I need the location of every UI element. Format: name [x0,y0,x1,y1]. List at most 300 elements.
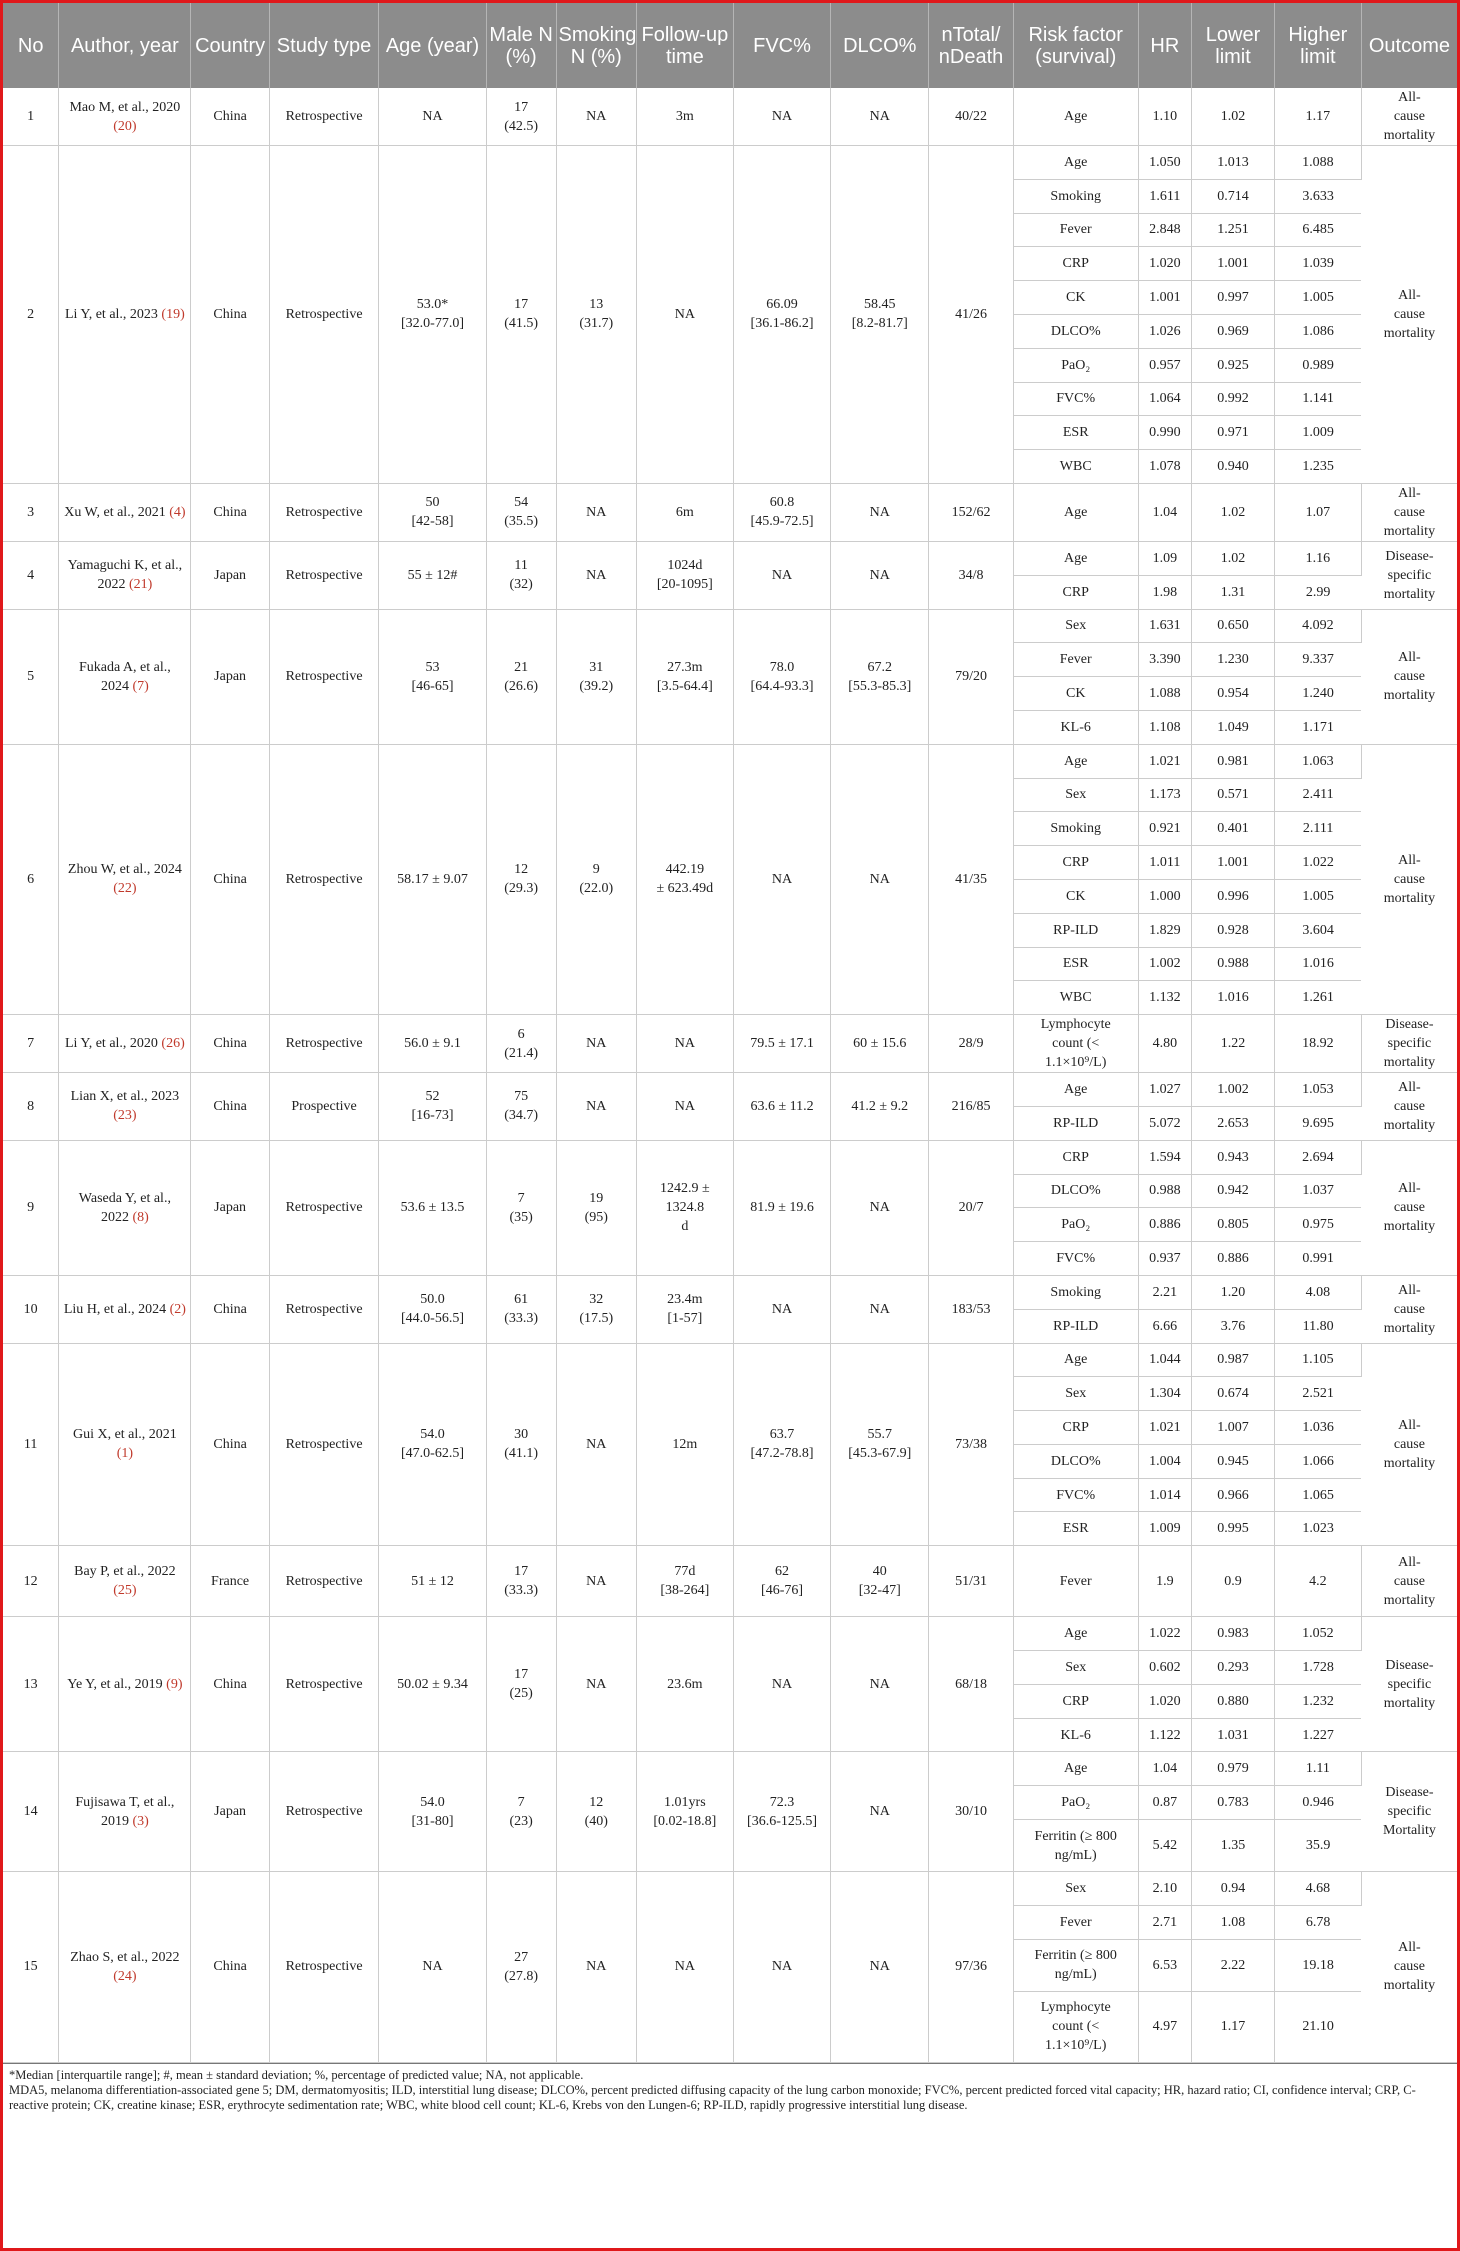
cell-hr: 1.611 [1138,179,1192,213]
cell-fvc: 81.9 ± 19.6 [733,1140,831,1275]
cell-higher-limit: 1.227 [1274,1718,1361,1752]
author-text: Li Y, et al., 2020 [64,1036,162,1052]
cell-hr: 1.09 [1138,541,1192,575]
cell-higher-limit: 3.604 [1274,913,1361,947]
cell-outcome: All- cause mortality [1361,1275,1457,1343]
cell-country: China [191,1872,269,2063]
cell-lower-limit: 0.987 [1192,1343,1275,1377]
cell-higher-limit: 1.088 [1274,146,1361,180]
cell-ntotal-ndeath: 41/26 [929,146,1014,484]
cell-risk-factor: CRP [1013,846,1138,880]
cell-follow-up: NA [637,146,734,484]
cell-outcome: Disease- specific Mortality [1361,1752,1457,1872]
cell-follow-up: 12m [637,1343,734,1546]
column-header: Male N (%) [486,3,556,88]
cell-risk-factor: Ferritin (≥ 800 ng/mL) [1013,1939,1138,1991]
cell-risk-factor: FVC% [1013,1242,1138,1276]
cell-dlco: NA [831,1275,929,1343]
cell-outcome: All- cause mortality [1361,1546,1457,1617]
cell-risk-factor: Fever [1013,1546,1138,1617]
cell-lower-limit: 0.988 [1192,947,1275,981]
cell-hr: 1.004 [1138,1444,1192,1478]
cell-hr: 1.026 [1138,314,1192,348]
cell-smoking: NA [556,1015,637,1073]
cell-hr: 1.04 [1138,483,1192,541]
cell-outcome: All- cause mortality [1361,146,1457,484]
cell-smoking: NA [556,1617,637,1752]
cell-hr: 1.078 [1138,450,1192,484]
column-header: Study type [269,3,379,88]
cell-no: 11 [3,1343,59,1546]
cell-hr: 1.122 [1138,1718,1192,1752]
cell-hr: 5.42 [1138,1820,1192,1872]
cell-hr: 6.66 [1138,1309,1192,1343]
table-row [3,483,1457,541]
cell-dlco: 58.45 [8.2-81.7] [831,146,929,484]
cell-smoking: 32 (17.5) [556,1275,637,1343]
cell-higher-limit: 2.111 [1274,812,1361,846]
cell-risk-factor: Sex [1013,609,1138,643]
cell-hr: 1.050 [1138,146,1192,180]
cell-outcome: Disease- specific mortality [1361,541,1457,609]
cell-risk-factor: DLCO% [1013,1444,1138,1478]
cell-hr: 1.020 [1138,247,1192,281]
cell-outcome: Disease- specific mortality [1361,1015,1457,1073]
cell-smoking: NA [556,1073,637,1141]
cell-author [59,483,191,541]
column-header: DLCO% [831,3,929,88]
cell-risk-factor: FVC% [1013,1478,1138,1512]
cell-risk-factor: CRP [1013,1140,1138,1174]
cell-higher-limit: 1.07 [1274,483,1361,541]
cell-lower-limit: 0.996 [1192,879,1275,913]
cell-country: China [191,1015,269,1073]
cell-study-type: Retrospective [269,541,379,609]
cell-hr: 1.022 [1138,1617,1192,1651]
cell-higher-limit: 1.235 [1274,450,1361,484]
cell-follow-up: 1.01yrs [0.02-18.8] [637,1752,734,1872]
cell-higher-limit: 1.11 [1274,1752,1361,1786]
cell-follow-up: 442.19 ± 623.49d [637,744,734,1014]
cell-risk-factor: CK [1013,879,1138,913]
reference-link: (25) [113,1583,137,1599]
cell-outcome: All- cause mortality [1361,744,1457,1014]
cell-lower-limit: 2.22 [1192,1939,1275,1991]
cell-lower-limit: 0.979 [1192,1752,1275,1786]
cell-higher-limit: 1.16 [1274,541,1361,575]
cell-hr: 0.602 [1138,1651,1192,1685]
cell-country: China [191,1343,269,1546]
cell-lower-limit: 0.969 [1192,314,1275,348]
cell-higher-limit: 0.975 [1274,1208,1361,1242]
cell-lower-limit: 0.674 [1192,1377,1275,1411]
cell-higher-limit: 1.036 [1274,1411,1361,1445]
cell-risk-factor: Lymphocyte count (< 1.1×10⁹/L) [1013,1015,1138,1073]
cell-higher-limit: 1.022 [1274,846,1361,880]
cell-no: 2 [3,146,59,484]
cell-outcome: All- cause mortality [1361,609,1457,744]
cell-study-type: Retrospective [269,609,379,744]
cell-dlco: 41.2 ± 9.2 [831,1073,929,1141]
reference-link: (1) [116,1446,134,1462]
cell-follow-up: 1024d [20-1095] [637,541,734,609]
cell-smoking: 9 (22.0) [556,744,637,1014]
cell-lower-limit: 2.653 [1192,1106,1275,1140]
cell-dlco: NA [831,483,929,541]
cell-male: 7 (23) [486,1752,556,1872]
cell-country: China [191,1073,269,1141]
cell-author [59,1015,191,1073]
cell-no: 7 [3,1015,59,1073]
cell-risk-factor: RP-ILD [1013,1309,1138,1343]
cell-hr: 4.97 [1138,1991,1192,2062]
cell-risk-factor: CRP [1013,247,1138,281]
table-row [3,744,1457,778]
author-text: Fujisawa T, et al., 2019 [75,1794,175,1829]
cell-fvc: 62 [46-76] [733,1546,831,1617]
cell-higher-limit: 1.065 [1274,1478,1361,1512]
cell-follow-up: 23.4m [1-57] [637,1275,734,1343]
table-row [3,1752,1457,1786]
cell-hr: 3.390 [1138,643,1192,677]
cell-lower-limit: 0.943 [1192,1140,1275,1174]
cell-risk-factor: Age [1013,1617,1138,1651]
cell-no: 1 [3,88,59,146]
cell-ntotal-ndeath: 28/9 [929,1015,1014,1073]
cell-lower-limit: 0.880 [1192,1684,1275,1718]
cell-hr: 0.921 [1138,812,1192,846]
author-text: Zhao S, et al., 2022 [70,1949,180,1965]
reference-link: (21) [128,577,153,593]
study-characteristics-table [3,3,1457,2063]
cell-higher-limit: 2.99 [1274,575,1361,609]
cell-smoking: 13 (31.7) [556,146,637,484]
cell-hr: 1.04 [1138,1752,1192,1786]
cell-higher-limit: 1.171 [1274,710,1361,744]
cell-higher-limit: 1.066 [1274,1444,1361,1478]
cell-age: 50.02 ± 9.34 [379,1617,486,1752]
cell-lower-limit: 0.981 [1192,744,1275,778]
cell-lower-limit: 0.995 [1192,1512,1275,1546]
cell-hr: 1.009 [1138,1512,1192,1546]
cell-risk-factor: DLCO% [1013,1174,1138,1208]
cell-follow-up: NA [637,1015,734,1073]
author-text: Gui X, et al., 2021 [72,1427,177,1443]
cell-no: 3 [3,483,59,541]
column-header: nTotal/ nDeath [929,3,1014,88]
table-row [3,1343,1457,1377]
cell-author [59,1073,191,1141]
cell-fvc: 79.5 ± 17.1 [733,1015,831,1073]
cell-male: 17 (41.5) [486,146,556,484]
cell-hr: 0.87 [1138,1786,1192,1820]
cell-higher-limit: 11.80 [1274,1309,1361,1343]
cell-author [59,1343,191,1546]
author-text: Liu H, et al., 2024 [63,1301,170,1317]
cell-risk-factor: Sex [1013,1377,1138,1411]
cell-author [59,609,191,744]
reference-link: (22) [113,881,137,897]
cell-no: 8 [3,1073,59,1141]
cell-risk-factor: Lymphocyte count (< 1.1×10⁹/L) [1013,1991,1138,2062]
cell-higher-limit: 35.9 [1274,1820,1361,1872]
cell-higher-limit: 1.063 [1274,744,1361,778]
cell-author [59,146,191,484]
cell-country: China [191,88,269,146]
cell-no: 4 [3,541,59,609]
column-header: Follow-up time [637,3,734,88]
column-header: FVC% [733,3,831,88]
cell-risk-factor: DLCO% [1013,314,1138,348]
column-header: No [3,3,59,88]
cell-higher-limit: 6.485 [1274,213,1361,247]
cell-lower-limit: 1.001 [1192,247,1275,281]
cell-study-type: Retrospective [269,483,379,541]
cell-fvc: 63.7 [47.2-78.8] [733,1343,831,1546]
table-row [3,609,1457,643]
cell-no: 10 [3,1275,59,1343]
cell-hr: 1.829 [1138,913,1192,947]
column-header: Age (year) [379,3,486,88]
reference-link: (26) [161,1036,185,1052]
author-text: Xu W, et al., 2021 [64,504,170,520]
cell-higher-limit: 1.240 [1274,677,1361,711]
cell-follow-up: 77d [38-264] [637,1546,734,1617]
table-body [3,88,1457,2062]
cell-higher-limit: 9.695 [1274,1106,1361,1140]
cell-risk-factor: Age [1013,1752,1138,1786]
cell-lower-limit: 1.016 [1192,981,1275,1015]
cell-higher-limit: 2.694 [1274,1140,1361,1174]
cell-hr: 5.072 [1138,1106,1192,1140]
cell-country: China [191,744,269,1014]
cell-age: 51 ± 12 [379,1546,486,1617]
cell-hr: 1.011 [1138,846,1192,880]
author-text: Yamaguchi K, et al., 2022 [67,558,183,593]
column-header: Lower limit [1192,3,1275,88]
cell-outcome: All- cause mortality [1361,1872,1457,2063]
cell-risk-factor: Fever [1013,1905,1138,1939]
cell-author [59,541,191,609]
cell-study-type: Retrospective [269,1343,379,1546]
cell-risk-factor: Smoking [1013,1275,1138,1309]
cell-outcome: All- cause mortality [1361,1343,1457,1546]
reference-link: (7) [132,678,149,694]
cell-ntotal-ndeath: 79/20 [929,609,1014,744]
cell-outcome: All- cause mortality [1361,1140,1457,1275]
footnote-abbreviations-1: *Median [interquartile range]; #, mean ± standard deviation; %, percentage of predicted value; NA, not applicable. [9,2067,584,2082]
cell-country: China [191,483,269,541]
cell-follow-up: 23.6m [637,1617,734,1752]
cell-smoking: NA [556,1872,637,2063]
cell-author [59,1275,191,1343]
cell-study-type: Retrospective [269,1617,379,1752]
cell-age: NA [379,88,486,146]
cell-age: 54.0 [47.0-62.5] [379,1343,486,1546]
cell-risk-factor: ESR [1013,1512,1138,1546]
cell-risk-factor: CRP [1013,1684,1138,1718]
author-text: Waseda Y, et al., 2022 [78,1190,171,1225]
reference-link: (24) [113,1968,137,1984]
cell-hr: 1.044 [1138,1343,1192,1377]
cell-male: 21 (26.6) [486,609,556,744]
cell-higher-limit: 0.991 [1274,1242,1361,1276]
cell-study-type: Prospective [269,1073,379,1141]
cell-lower-limit: 0.650 [1192,609,1275,643]
cell-hr: 0.990 [1138,416,1192,450]
cell-lower-limit: 0.805 [1192,1208,1275,1242]
cell-higher-limit: 1.016 [1274,947,1361,981]
cell-ntotal-ndeath: 30/10 [929,1752,1014,1872]
cell-dlco: NA [831,1617,929,1752]
author-text: Bay P, et al., 2022 [74,1564,176,1580]
reference-link: (4) [169,504,186,520]
table-row [3,88,1457,146]
cell-higher-limit: 18.92 [1274,1015,1361,1073]
cell-age: 52 [16-73] [379,1073,486,1141]
cell-risk-factor: Age [1013,1343,1138,1377]
cell-ntotal-ndeath: 73/38 [929,1343,1014,1546]
cell-higher-limit: 1.023 [1274,1512,1361,1546]
cell-lower-limit: 1.20 [1192,1275,1275,1309]
cell-no: 12 [3,1546,59,1617]
cell-hr: 1.027 [1138,1073,1192,1107]
cell-no: 6 [3,744,59,1014]
cell-male: 54 (35.5) [486,483,556,541]
cell-risk-factor: Sex [1013,778,1138,812]
cell-dlco: NA [831,1752,929,1872]
cell-hr: 2.848 [1138,213,1192,247]
cell-age: 56.0 ± 9.1 [379,1015,486,1073]
table-row [3,541,1457,575]
cell-male: 6 (21.4) [486,1015,556,1073]
cell-hr: 1.021 [1138,1411,1192,1445]
cell-ntotal-ndeath: 40/22 [929,88,1014,146]
table-row [3,1073,1457,1107]
cell-risk-factor: PaO₂ [1013,1208,1138,1242]
cell-lower-limit: 0.571 [1192,778,1275,812]
cell-study-type: Retrospective [269,1275,379,1343]
cell-ntotal-ndeath: 34/8 [929,541,1014,609]
cell-lower-limit: 1.001 [1192,846,1275,880]
cell-smoking: NA [556,1343,637,1546]
cell-hr: 1.594 [1138,1140,1192,1174]
cell-smoking: NA [556,88,637,146]
cell-risk-factor: Age [1013,541,1138,575]
cell-country: France [191,1546,269,1617]
cell-male: 61 (33.3) [486,1275,556,1343]
cell-higher-limit: 21.10 [1274,1991,1361,2062]
cell-risk-factor: RP-ILD [1013,1106,1138,1140]
author-text: Ye Y, et al., 2019 [67,1676,167,1692]
cell-male: 75 (34.7) [486,1073,556,1141]
header-row [3,3,1457,88]
cell-study-type: Retrospective [269,1140,379,1275]
cell-risk-factor: ESR [1013,416,1138,450]
cell-age: NA [379,1872,486,2063]
cell-risk-factor: CRP [1013,575,1138,609]
cell-lower-limit: 1.013 [1192,146,1275,180]
cell-ntotal-ndeath: 152/62 [929,483,1014,541]
cell-higher-limit: 1.261 [1274,981,1361,1015]
cell-risk-factor: ESR [1013,947,1138,981]
cell-fvc: NA [733,1872,831,2063]
cell-study-type: Retrospective [269,744,379,1014]
table-row [3,1015,1457,1073]
cell-lower-limit: 1.08 [1192,1905,1275,1939]
cell-higher-limit: 2.521 [1274,1377,1361,1411]
cell-hr: 2.71 [1138,1905,1192,1939]
cell-risk-factor: Age [1013,88,1138,146]
cell-fvc: 63.6 ± 11.2 [733,1073,831,1141]
cell-hr: 1.9 [1138,1546,1192,1617]
cell-lower-limit: 1.002 [1192,1073,1275,1107]
cell-follow-up: NA [637,1872,734,2063]
cell-risk-factor: CK [1013,281,1138,315]
cell-higher-limit: 4.2 [1274,1546,1361,1617]
cell-male: 11 (32) [486,541,556,609]
cell-hr: 0.957 [1138,348,1192,382]
cell-country: China [191,1275,269,1343]
cell-lower-limit: 1.17 [1192,1991,1275,2062]
cell-risk-factor: Age [1013,1073,1138,1107]
cell-study-type: Retrospective [269,1546,379,1617]
cell-hr: 1.173 [1138,778,1192,812]
cell-higher-limit: 1.052 [1274,1617,1361,1651]
author-text: Mao M, et al., 2020 [69,99,181,115]
cell-lower-limit: 0.928 [1192,913,1275,947]
cell-male: 7 (35) [486,1140,556,1275]
cell-lower-limit: 1.049 [1192,710,1275,744]
table-row [3,1275,1457,1309]
table-row [3,1872,1457,1906]
cell-higher-limit: 9.337 [1274,643,1361,677]
cell-hr: 1.088 [1138,677,1192,711]
cell-higher-limit: 1.009 [1274,416,1361,450]
cell-hr: 0.937 [1138,1242,1192,1276]
reference-link: (20) [113,118,137,134]
cell-male: 30 (41.1) [486,1343,556,1546]
cell-higher-limit: 1.105 [1274,1343,1361,1377]
cell-dlco: NA [831,1140,929,1275]
cell-hr: 4.80 [1138,1015,1192,1073]
cell-study-type: Retrospective [269,146,379,484]
cell-author [59,1140,191,1275]
cell-hr: 1.98 [1138,575,1192,609]
cell-author [59,1752,191,1872]
cell-fvc: NA [733,88,831,146]
cell-dlco: NA [831,541,929,609]
cell-risk-factor: KL-6 [1013,1718,1138,1752]
cell-hr: 2.21 [1138,1275,1192,1309]
cell-hr: 1.001 [1138,281,1192,315]
cell-age: 53.0* [32.0-77.0] [379,146,486,484]
cell-higher-limit: 1.17 [1274,88,1361,146]
cell-hr: 1.631 [1138,609,1192,643]
cell-smoking: NA [556,541,637,609]
cell-male: 27 (27.8) [486,1872,556,2063]
cell-follow-up: 1242.9 ± 1324.8 d [637,1140,734,1275]
reference-link: (2) [169,1301,186,1317]
cell-lower-limit: 1.02 [1192,541,1275,575]
reference-link: (9) [166,1676,183,1692]
cell-lower-limit: 1.31 [1192,575,1275,609]
cell-risk-factor: Smoking [1013,179,1138,213]
cell-fvc: NA [733,744,831,1014]
cell-country: Japan [191,541,269,609]
cell-risk-factor: WBC [1013,450,1138,484]
cell-no: 15 [3,1872,59,2063]
